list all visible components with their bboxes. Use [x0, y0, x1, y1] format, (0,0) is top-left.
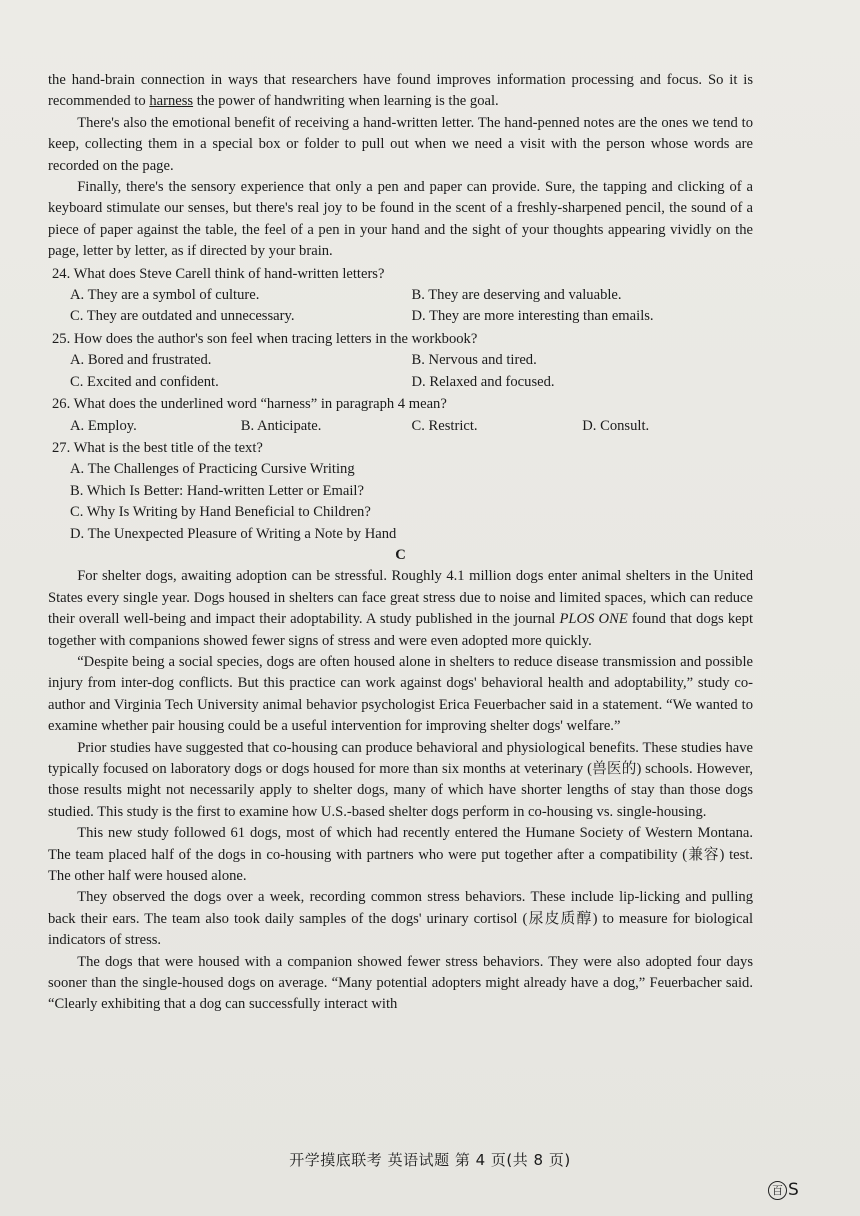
circled-char-icon: 百 [768, 1181, 787, 1200]
question-24 [48, 264, 753, 328]
option-b: B. Which Is Better: Hand-written Letter or Email? [70, 482, 364, 499]
option-list [48, 285, 753, 328]
option-d: D. Consult. [582, 417, 650, 434]
question-stem: 27. What is the best title of the text? [52, 439, 263, 456]
option-c: C. Why Is Writing by Hand Beneficial to Children? [70, 504, 371, 521]
option-a: A. They are a symbol of culture. [70, 287, 260, 304]
option-d: D. The Unexpected Pleasure of Writing a Note by Hand [70, 525, 397, 542]
page-footer: 开学摸底联考 英语试题 第 4 页(共 8 页) [289, 1151, 571, 1169]
corner-mark [768, 1180, 799, 1200]
passage-c-paragraph-3: Prior studies have suggested that co-housing can produce behavioral and physiological benefits. These studies have typically focused on laboratory dogs or dogs housed for more than six months at veterinary (兽医的) schools. However, those results might not necessarily apply to shelter dogs, many of which have shorter lengths of stay than those dogs studied. This study is the first to examine how U.S.-based shelter dogs perform in co-housing vs. single-housing. [48, 739, 753, 820]
option-d: D. Relaxed and focused. [411, 373, 555, 390]
corner-mark-letter: S [788, 1180, 799, 1200]
passage-b-paragraph-sensory: Finally, there's the sensory experience that only a pen and paper can provide. Sure, the tapping and clicking of a keyboard stimulate our senses, but there's real joy to be found in the scent of a freshly-sharpened pencil, the sound of a piece of paper against the table, the feel of a pen in your hand and the sight of your thoughts appearing vividly on the page, letter by letter, as if directed by your brain. [48, 179, 753, 260]
option-c: C. They are outdated and unnecessary. [70, 308, 295, 325]
passage-b-paragraph-end: the hand-brain connection in ways that researchers have found improves information processing and focus. So it is recommended to harness the power of handwriting when learning is the goal. [48, 72, 753, 110]
option-list [48, 416, 753, 437]
section-heading: C [395, 546, 406, 563]
option-a: A. Bored and frustrated. [70, 352, 212, 369]
question-25 [48, 329, 753, 393]
underlined-word: harness [149, 93, 194, 110]
option-c: C. Excited and confident. [70, 373, 219, 390]
passage-c-paragraph-2: “Despite being a social species, dogs are often housed alone in shelters to reduce disease transmission and possible injury from inter-dog conflicts. But this practice can work against dogs' behavioral health and adoptability,” study co-author and Virginia Tech University animal behavior psychologist Erica Feuerbacher said in a statement. “We wanted to examine whether pair housing could be a useful intervention for improving shelter dogs' welfare.” [48, 653, 753, 735]
passage-b-paragraph-emotional: There's also the emotional benefit of receiving a hand-written letter. The hand-penned notes are the ones we tend to keep, collecting them in a special box or folder to pull out when we need a visit with the person whose words are recorded on the page. [48, 114, 753, 174]
question-27 [48, 438, 753, 545]
option-b: B. Nervous and tired. [411, 352, 537, 369]
passage-c-paragraph-6: The dogs that were housed with a companion showed fewer stress behaviors. They were also adopted four days sooner than the single-housed dogs on average. “Many potential adopters might already have a dog,” Feuerbacher said. “Clearly exhibiting that a dog can successfully interact with [48, 953, 753, 1013]
option-b: B. They are deserving and valuable. [411, 287, 622, 304]
option-a: A. The Challenges of Practicing Cursive Writing [70, 461, 355, 478]
passage-c-paragraph-4: This new study followed 61 dogs, most of which had recently entered the Humane Society of Western Montana. The team placed half of the dogs in co-housing with partners who were put together after a compatibility (兼容) test. The other half were housed alone. [48, 825, 753, 885]
option-a: A. Employ. [70, 417, 137, 434]
question-stem: 26. What does the underlined word “harness” in paragraph 4 mean? [52, 396, 447, 413]
passage-c-paragraph-1: For shelter dogs, awaiting adoption can be stressful. Roughly 4.1 million dogs enter animal shelters in the United States every single year. Dogs housed in shelters can face great stress due to noise and limited spaces, which can reduce their overall well-being and impact their adoptability. A study published in the journal PLOS ONE found that dogs kept together with companions showed fewer signs of stress and were even adopted more quickly. [48, 568, 753, 649]
journal-name: PLOS ONE [559, 611, 628, 628]
option-list [48, 350, 753, 393]
question-stem: 25. How does the author's son feel when tracing letters in the workbook? [52, 330, 478, 347]
passage-c-paragraph-5: They observed the dogs over a week, recording common stress behaviors. These include lip-licking and pulling back their ears. The team also took daily samples of the dogs' urinary cortisol (尿皮质醇) to measure for biological indicators of stress. [48, 889, 753, 949]
page-content [48, 70, 753, 1016]
option-d: D. They are more interesting than emails. [411, 308, 654, 325]
question-stem: 24. What does Steve Carell think of hand-written letters? [52, 265, 385, 282]
question-26 [48, 394, 753, 437]
option-b: B. Anticipate. [240, 417, 322, 434]
option-c: C. Restrict. [411, 417, 478, 434]
option-list [48, 459, 753, 545]
